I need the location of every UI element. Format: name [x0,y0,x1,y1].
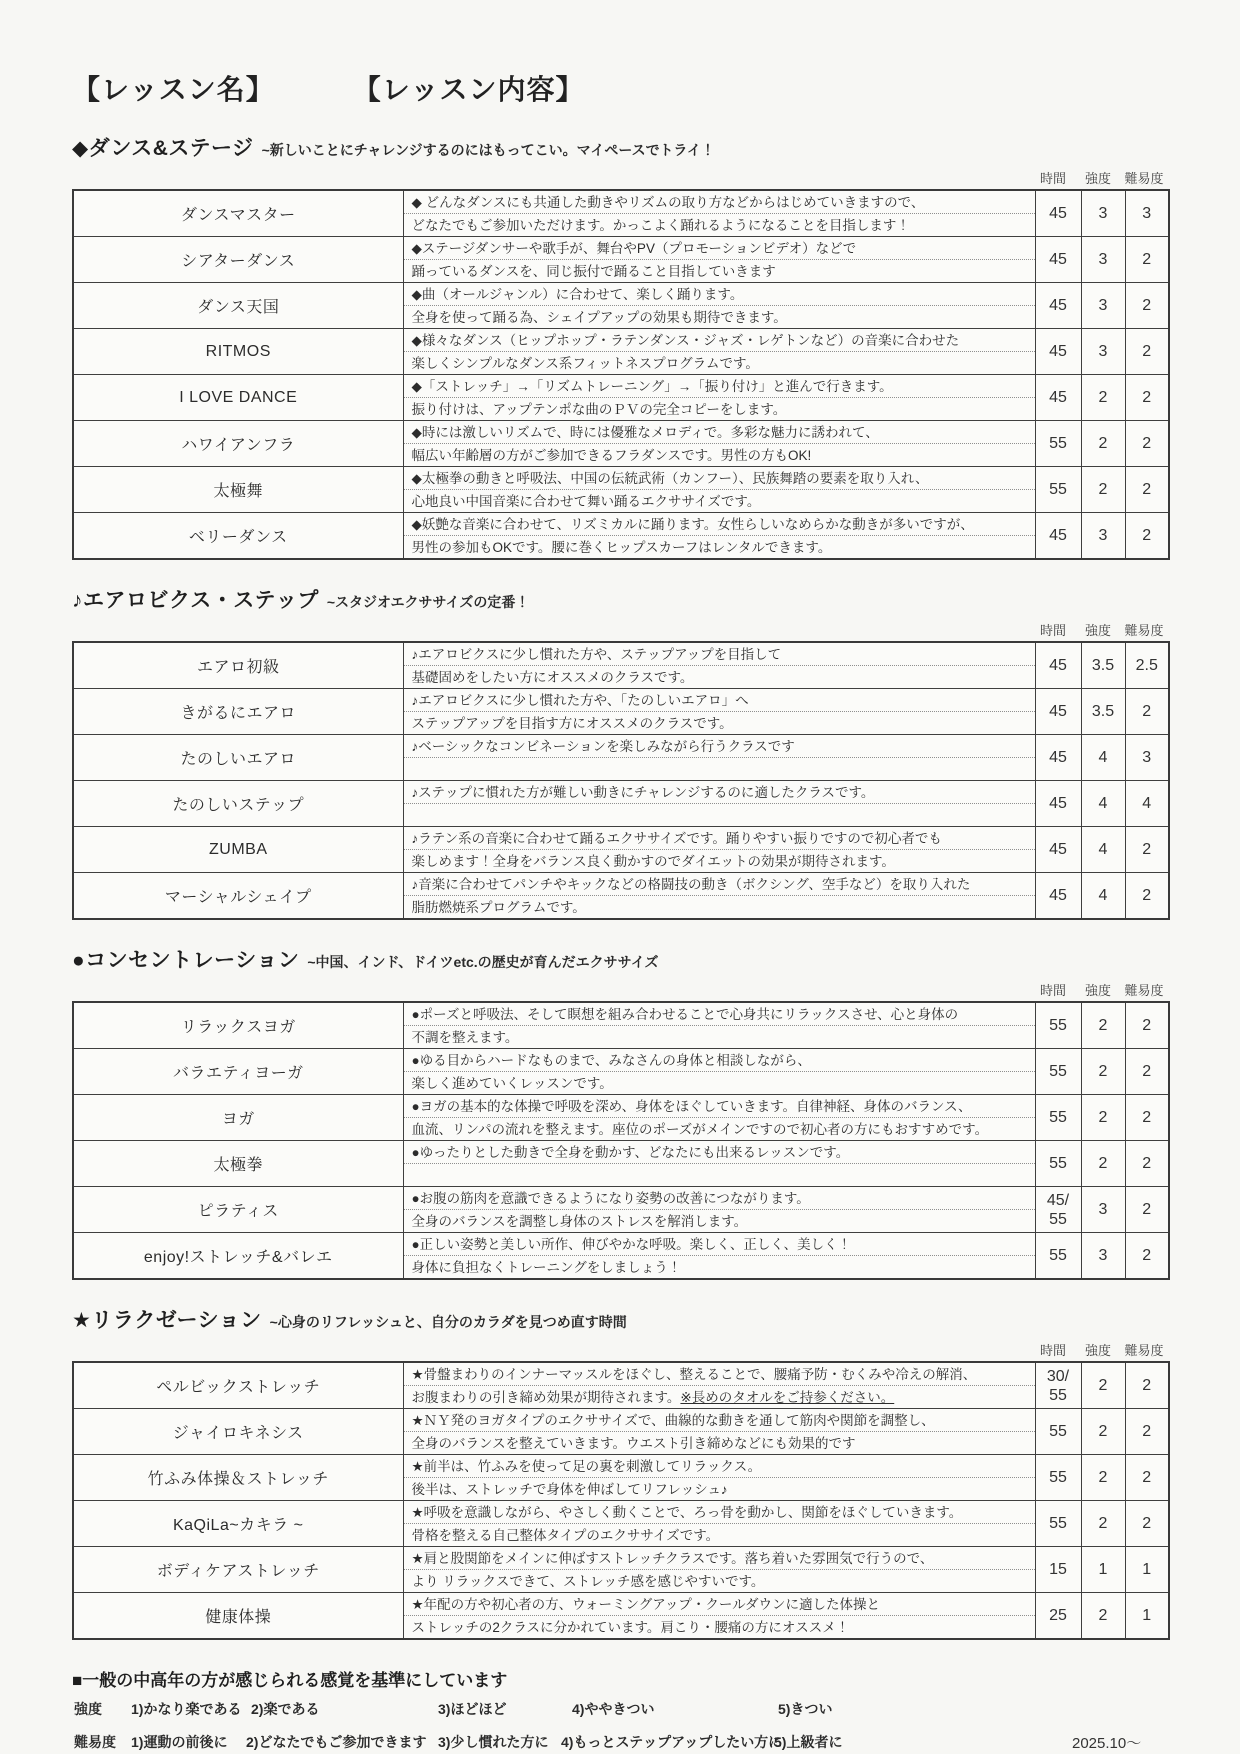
time-cell: 55 [1035,1501,1081,1547]
difficulty-cell: 2 [1125,1049,1169,1095]
lesson-description-cell [403,689,1035,735]
lesson-name-cell: ペルビックストレッチ [73,1362,403,1409]
intensity-scale-item: 5)きつい [778,1701,833,1717]
table-row [73,642,1169,689]
table-row [73,1547,1169,1593]
column-headers [72,980,1168,999]
description-line-2: ステップアップを目指す方にオススメのクラスです。 [411,716,733,731]
lesson-name-cell: enjoy!ストレッチ&バレエ [73,1233,403,1280]
description-line-1: ★骨盤まわりのインナーマッスルをほぐし、整えることで、腰痛予防・むくみや冷えの解消、 [404,1363,1035,1386]
lesson-name-cell: リラックスヨガ [73,1002,403,1049]
table-row [73,1049,1169,1095]
lesson-name-cell: たのしいエアロ [73,735,403,781]
lesson-description-cell [403,1455,1035,1501]
lesson-section [72,1304,1168,1640]
difficulty-scale-row [72,1728,1168,1754]
description-line-2: 骨格を整える自己整体タイプのエクササイズです。 [411,1528,720,1543]
lesson-name-cell: マーシャルシェイプ [73,873,403,920]
difficulty-cell: 2 [1125,1141,1169,1187]
table-row [73,1409,1169,1455]
page-titles [72,68,1168,108]
intensity-cell: 4 [1081,827,1125,873]
intensity-scale-row [72,1695,1168,1724]
lesson-name-cell: ベリーダンス [73,513,403,560]
intensity-cell: 4 [1081,873,1125,920]
lesson-name-cell: たのしいステップ [73,781,403,827]
difficulty-cell: 2 [1125,375,1169,421]
lesson-name-cell: ボディケアストレッチ [73,1547,403,1593]
lesson-table [72,1361,1170,1640]
section-subtitle: ~中国、インド、ドイツetc.の歴史が育んだエクササイズ [307,954,659,970]
lesson-description-cell [403,642,1035,689]
lesson-description-cell [403,1593,1035,1640]
difficulty-cell: 2 [1125,283,1169,329]
description-line-2: 幅広い年齢層の方がご参加できるフラダンスです。男性の方もOK! [411,448,812,463]
lesson-description-cell [403,1049,1035,1095]
difficulty-cell: 2 [1125,1409,1169,1455]
difficulty-scale-item: 2)どなたでもご参加できます [246,1734,427,1750]
intensity-cell: 3 [1081,329,1125,375]
lesson-name-cell: ヨガ [73,1095,403,1141]
time-cell: 45 [1035,689,1081,735]
difficulty-cell: 2 [1125,1501,1169,1547]
intensity-cell: 2 [1081,467,1125,513]
intensity-cell: 3 [1081,237,1125,283]
difficulty-cell: 2 [1125,827,1169,873]
description-line-1: ◆太極拳の動きと呼吸法、中国の伝統武術（カンフー）、民族舞踏の要素を取り入れ、 [404,467,1035,490]
column-header-label: 強度 [1084,1343,1111,1358]
table-row [73,735,1169,781]
time-cell: 45 [1035,237,1081,283]
description-line-1: ★呼吸を意識しながら、やさしく動くことで、ろっ骨を動かし、関節をほぐしていきます。 [404,1501,1035,1524]
difficulty-cell: 1 [1125,1547,1169,1593]
section-header [72,1304,1168,1334]
intensity-scale-item: 1)かなり楽である [131,1701,242,1717]
description-line-1: ♪ステップに慣れた方が難しい動きにチャレンジするのに適したクラスです。 [404,781,1035,804]
intensity-cell: 2 [1081,1095,1125,1141]
lesson-description-cell [403,827,1035,873]
difficulty-scale-item: 3)少し慣れた方に [438,1734,549,1750]
intensity-scale-item: 2)楽である [251,1701,320,1717]
section-header [72,944,1168,974]
description-line-2: 脂肪燃焼系プログラムです。 [411,900,586,915]
table-row [73,689,1169,735]
table-row [73,329,1169,375]
table-row [73,190,1169,237]
description-line-2: 全身のバランスを整えていきます。ウエスト引き締めなどにも効果的です [411,1436,856,1451]
lesson-description-cell [403,735,1035,781]
intensity-cell: 2 [1081,1141,1125,1187]
description-line-1: ●お腹の筋肉を意識できるようになり姿勢の改善につながります。 [404,1187,1035,1210]
intensity-cell: 1 [1081,1547,1125,1593]
difficulty-cell: 1 [1125,1593,1169,1640]
lesson-name-cell: ダンス天国 [73,283,403,329]
time-cell: 55 [1035,467,1081,513]
lesson-name-cell: きがるにエアロ [73,689,403,735]
table-row [73,1455,1169,1501]
sections [72,132,1168,1640]
lesson-name-cell: 健康体操 [73,1593,403,1640]
section-subtitle: ~スタジオエクササイズの定番！ [326,594,530,610]
lesson-description-cell [403,1501,1035,1547]
description-line-1: ●ポーズと呼吸法、そして瞑想を組み合わせることで心身共にリラックスさせ、心と身体の [404,1003,1035,1026]
lesson-description-cell [403,781,1035,827]
time-cell: 55 [1035,1049,1081,1095]
column-headers [72,168,1168,187]
time-cell: 55 [1035,421,1081,467]
description-line-2: 基礎固めをしたい方にオススメのクラスです。 [411,670,694,685]
description-line-1: ◆ステージダンサーや歌手が、舞台やPV（プロモーションビデオ）などで [404,237,1035,260]
table-row [73,513,1169,560]
description-line-1: ◆ どんなダンスにも共通した動きやリズムの取り方などからはじめていきますので、 [404,191,1035,214]
time-cell: 45 [1035,642,1081,689]
lesson-name-title: 【レッスン名】 [72,74,275,105]
description-line-2: 振り付けは、アップテンポな曲のＰＶの完全コピーをします。 [411,402,787,417]
lesson-description-cell [403,1409,1035,1455]
difficulty-cell: 2 [1125,237,1169,283]
description-line-2: 楽しめます！全身をバランス良く動かすのでダイエットの効果が期待されます。 [411,854,895,869]
lesson-name-cell: ピラティス [73,1187,403,1233]
section-title: ★リラクゼーション [72,1309,262,1332]
lesson-name-cell: I LOVE DANCE [73,375,403,421]
description-line-1: ●正しい姿勢と美しい所作、伸びやかな呼吸。楽しく、正しく、美しく！ [404,1233,1035,1256]
time-cell: 55 [1035,1141,1081,1187]
lesson-name-cell: ハワイアンフラ [73,421,403,467]
description-line-1: ◆時には激しいリズムで、時には優雅なメロディで。多彩な魅力に誘われて、 [404,421,1035,444]
lesson-name-cell: エアロ初級 [73,642,403,689]
intensity-cell: 2 [1081,375,1125,421]
intensity-scale-label: 強度 [74,1701,102,1717]
description-underlined-note: ※長めのタオルをご持参ください。 [680,1390,895,1405]
time-cell: 55 [1035,1095,1081,1141]
intensity-cell: 3 [1081,190,1125,237]
intensity-cell: 2 [1081,1409,1125,1455]
time-cell: 55 [1035,1409,1081,1455]
time-cell: 45 [1035,190,1081,237]
description-line-1: ★肩と股関節をメインに伸ばすストレッチクラスです。落ち着いた雰囲気で行うので、 [404,1547,1035,1570]
description-line-1: ●ゆる目からハードなものまで、みなさんの身体と相談しながら、 [404,1049,1035,1072]
lesson-section [72,944,1168,1280]
section-subtitle: ~新しいことにチャレンジするのにはもってこい。マイペースでトライ！ [261,142,715,158]
table-row [73,1002,1169,1049]
description-line-1: ★年配の方や初心者の方、ウォーミングアップ・クールダウンに適した体操と [404,1593,1035,1616]
intensity-cell: 4 [1081,735,1125,781]
description-line-1: ♪ベーシックなコンビネーションを楽しみながら行うクラスです [404,735,1035,758]
column-headers [72,620,1168,639]
description-line-1: ♪エアロビクスに少し慣れた方や、「たのしいエアロ」へ [404,689,1035,712]
description-line-1: ●ゆったりとした動きで全身を動かす、どなたにも出来るレッスンです。 [404,1141,1035,1164]
difficulty-scale-item: 5)上級者に [774,1734,843,1750]
description-line-2: 心地良い中国音楽に合わせて舞い踊るエクササイズです。 [411,494,761,509]
lesson-name-cell: ジャイロキネシス [73,1409,403,1455]
lesson-description-cell [403,190,1035,237]
difficulty-cell: 2 [1125,1002,1169,1049]
difficulty-scale-item: 4)もっとステップアップしたい方に [561,1734,783,1750]
time-cell: 45 [1035,375,1081,421]
column-header-label: 時間 [1039,983,1066,998]
table-row [73,1593,1169,1640]
description-line-1: ◆曲（オールジャンル）に合わせて、楽しく踊ります。 [404,283,1035,306]
difficulty-cell: 2 [1125,421,1169,467]
table-row [73,1095,1169,1141]
intensity-cell: 2 [1081,1362,1125,1409]
intensity-cell: 2 [1081,1002,1125,1049]
description-line-2: 身体に負担なくトレーニングをしましょう！ [411,1260,682,1275]
table-row [73,781,1169,827]
table-row [73,237,1169,283]
time-cell: 45 [1035,283,1081,329]
lesson-name-cell: KaQiLa~カキラ ~ [73,1501,403,1547]
lesson-section [72,584,1168,920]
description-line-2: 不調を整えます。 [411,1030,519,1045]
description-line-1: ◆「ストレッチ」→「リズムトレーニング」→「振り付け」と進んで行きます。 [404,375,1035,398]
table-row [73,283,1169,329]
time-cell: 45 [1035,513,1081,560]
lesson-description-cell [403,873,1035,920]
time-cell: 45/ 55 [1035,1187,1081,1233]
description-line-2: 男性の参加もOKです。腰に巻くヒップスカーフはレンタルできます。 [411,540,832,555]
column-header-label: 強度 [1084,171,1111,186]
table-row [73,467,1169,513]
intensity-cell: 2 [1081,1501,1125,1547]
difficulty-cell: 2 [1125,329,1169,375]
intensity-cell: 3 [1081,513,1125,560]
description-line-1: ♪音楽に合わせてパンチやキックなどの格闘技の動き（ボクシング、空手など）を取り入れた [404,873,1035,896]
column-header-label: 難易度 [1124,983,1164,998]
table-row [73,1233,1169,1280]
lesson-description-cell [403,421,1035,467]
lesson-description-cell [403,467,1035,513]
time-cell: 55 [1035,1002,1081,1049]
column-header-label: 時間 [1039,1343,1066,1358]
description-line-2: お腹まわりの引き締め効果が期待されます。※長めのタオルをご持参ください。 [411,1390,895,1405]
intensity-scale-item: 3)ほどほど [438,1701,507,1717]
column-header-label: 時間 [1039,623,1066,638]
difficulty-cell: 2 [1125,873,1169,920]
lesson-name-cell: シアターダンス [73,237,403,283]
intensity-cell: 3.5 [1081,689,1125,735]
description-line-2: ストレッチの2クラスに分かれています。肩こり・腰痛の方にオススメ！ [411,1620,850,1635]
lesson-description-cell [403,513,1035,560]
description-line-2: 楽しくシンプルなダンス系フィットネスプログラムです。 [411,356,759,371]
section-title: ◆ダンス&ステージ [72,137,254,160]
legend-note: ■一般の中高年の方が感じられる感覚を基準にしています [72,1671,508,1690]
description-line-2: 全身を使って踊る為、シェイプアップの効果も期待できます。 [411,310,787,325]
document-date: 2025.10～ [1072,1735,1142,1752]
difficulty-cell: 4 [1125,781,1169,827]
time-cell: 45 [1035,735,1081,781]
description-line-1: ★ＮＹ発のヨガタイプのエクササイズで、曲線的な動きを通して筋肉や関節を調整し、 [404,1409,1035,1432]
table-row [73,873,1169,920]
section-header [72,132,1168,162]
intensity-cell: 3 [1081,1187,1125,1233]
table-row [73,1501,1169,1547]
description-line-1: ◆様々なダンス（ヒップホップ・ラテンダンス・ジャズ・レゲトンなど）の音楽に合わせた [404,329,1035,352]
intensity-cell: 3 [1081,1233,1125,1280]
lesson-description-cell [403,1095,1035,1141]
lesson-name-cell: バラエティヨーガ [73,1049,403,1095]
lesson-name-cell: 太極舞 [73,467,403,513]
intensity-cell: 2 [1081,1049,1125,1095]
time-cell: 25 [1035,1593,1081,1640]
description-line-2: 後半は、ストレッチで身体を伸ばしてリフレッシュ♪ [411,1482,728,1497]
time-cell: 30/ 55 [1035,1362,1081,1409]
lesson-description-cell [403,1362,1035,1409]
difficulty-cell: 2 [1125,467,1169,513]
description-line-2: より リラックスできて、ストレッチ感を感じやすいです。 [411,1574,765,1589]
description-line-1: ★前半は、竹ふみを使って足の裏を刺激してリラックス。 [404,1455,1035,1478]
lesson-table [72,189,1170,560]
lesson-description-cell [403,1547,1035,1593]
description-line-2 [404,804,1035,826]
lesson-description-cell [403,1141,1035,1187]
difficulty-scale-item: 1)運動の前後に [131,1734,228,1750]
lesson-table [72,1001,1170,1280]
difficulty-cell: 2 [1125,1362,1169,1409]
table-row [73,827,1169,873]
lesson-name-cell: RITMOS [73,329,403,375]
intensity-cell: 2 [1081,1455,1125,1501]
lesson-name-cell: ZUMBA [73,827,403,873]
column-header-label: 強度 [1084,983,1111,998]
lesson-name-cell: 太極拳 [73,1141,403,1187]
lesson-content-title: 【レッスン内容】 [352,74,585,105]
description-line-2 [404,758,1035,780]
lesson-description-cell [403,237,1035,283]
section-title: ♪エアロビクス・ステップ [72,589,319,612]
description-line-1: ♪ラテン系の音楽に合わせて踊るエクササイズです。踊りやすい振りですので初心者でも [404,827,1035,850]
column-header-label: 難易度 [1124,623,1164,638]
time-cell: 45 [1035,827,1081,873]
lesson-table [72,641,1170,920]
lesson-description-cell [403,375,1035,421]
description-line-2: 血流、リンパの流れを整えます。座位のポーズがメインですので初心者の方にもおすすめです。 [411,1122,989,1137]
difficulty-cell: 2 [1125,1095,1169,1141]
description-line-2: 踊っているダンスを、同じ振付で踊ること目指していきます [411,264,776,279]
table-row [73,1362,1169,1409]
section-subtitle: ~心身のリフレッシュと、自分のカラダを見つめ直す時間 [269,1314,627,1330]
difficulty-cell: 2 [1125,513,1169,560]
description-line-1: ●ヨガの基本的な体操で呼吸を深め、身体をほぐしていきます。自律神経、身体のバランス、 [404,1095,1035,1118]
intensity-cell: 2 [1081,1593,1125,1640]
intensity-scale-item: 4)ややきつい [572,1701,655,1717]
difficulty-cell: 3 [1125,735,1169,781]
time-cell: 45 [1035,781,1081,827]
description-line-2 [404,1164,1035,1186]
intensity-cell: 3 [1081,283,1125,329]
time-cell: 55 [1035,1233,1081,1280]
description-line-2: どなたでもご参加いただけます。かっこよく踊れるようになることを目指します！ [411,218,910,233]
lesson-description-cell [403,1187,1035,1233]
difficulty-cell: 3 [1125,190,1169,237]
column-header-label: 難易度 [1124,171,1164,186]
lesson-section [72,132,1168,560]
difficulty-scale-label: 難易度 [74,1734,116,1750]
difficulty-cell: 2 [1125,1455,1169,1501]
column-header-label: 強度 [1084,623,1111,638]
table-row [73,375,1169,421]
column-header-label: 難易度 [1124,1343,1164,1358]
description-line-1: ♪エアロビクスに少し慣れた方や、ステップアップを目指して [404,643,1035,666]
table-row [73,1187,1169,1233]
lesson-description-cell [403,283,1035,329]
description-line-1: ◆妖艶な音楽に合わせて、リズミカルに踊ります。女性らしいなめらかな動きが多いですが、 [404,513,1035,536]
time-cell: 45 [1035,873,1081,920]
lesson-description-cell [403,1233,1035,1280]
section-header [72,584,1168,614]
lesson-description-cell [403,1002,1035,1049]
description-line-2: 全身のバランスを調整し身体のストレスを解消します。 [411,1214,748,1229]
lesson-name-cell: 竹ふみ体操＆ストレッチ [73,1455,403,1501]
difficulty-cell: 2 [1125,689,1169,735]
difficulty-cell: 2.5 [1125,642,1169,689]
time-cell: 15 [1035,1547,1081,1593]
table-row [73,1141,1169,1187]
column-headers [72,1340,1168,1359]
difficulty-cell: 2 [1125,1187,1169,1233]
intensity-cell: 4 [1081,781,1125,827]
lesson-description-cell [403,329,1035,375]
description-line-2: 楽しく進めていくレッスンです。 [411,1076,613,1091]
table-row [73,421,1169,467]
intensity-cell: 2 [1081,421,1125,467]
difficulty-cell: 2 [1125,1233,1169,1280]
time-cell: 45 [1035,329,1081,375]
time-cell: 55 [1035,1455,1081,1501]
lesson-name-cell: ダンスマスター [73,190,403,237]
column-header-label: 時間 [1039,171,1066,186]
section-title: ●コンセントレーション [72,949,300,972]
legend [72,1666,1168,1754]
intensity-cell: 3.5 [1081,642,1125,689]
